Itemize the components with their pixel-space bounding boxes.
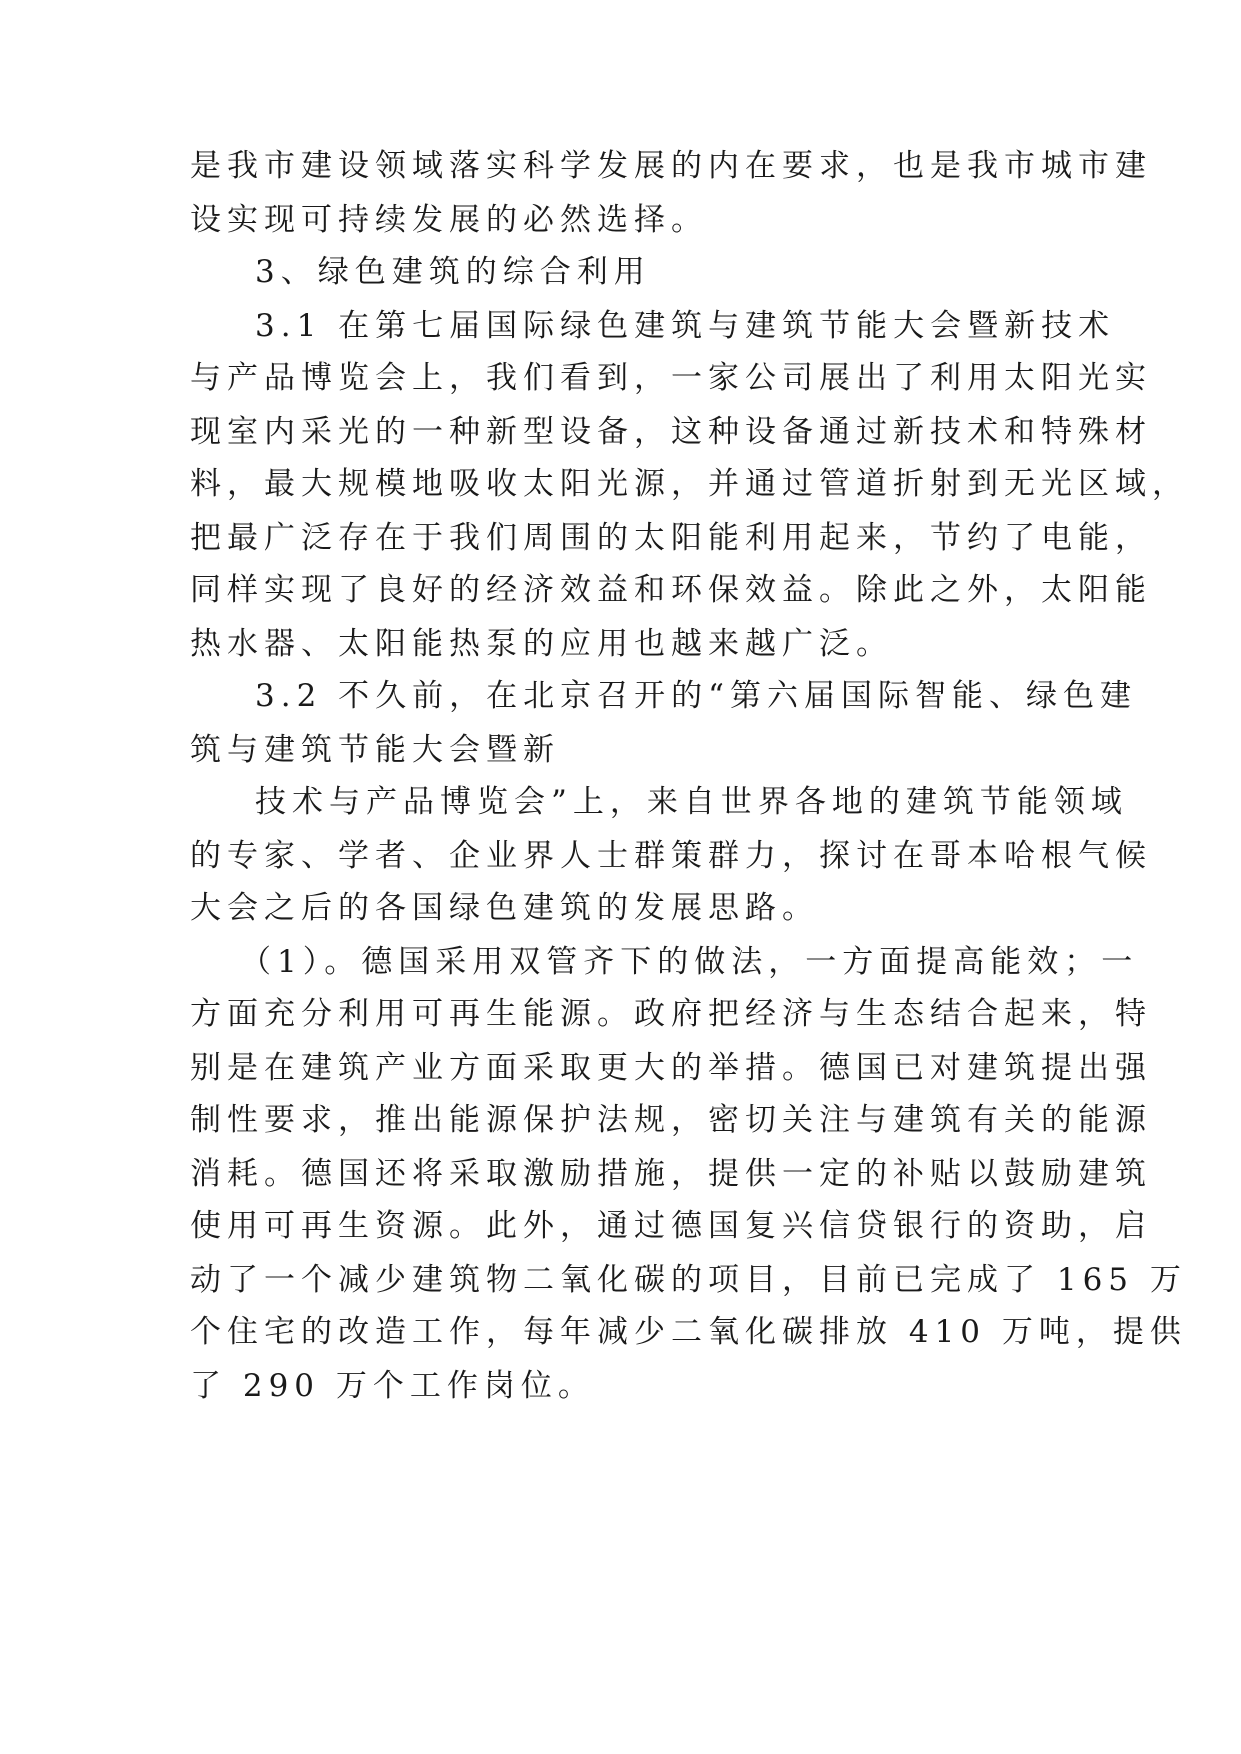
text-line: 使用可再生资源。此外，通过德国复兴信贷银行的资助，启 [190,1208,1152,1244]
text-line: 热水器、太阳能热泵的应用也越来越广泛。 [190,626,893,662]
section-heading: 3、绿色建筑的综合利用 [255,254,651,290]
text-line: 方面充分利用可再生能源。政府把经济与生态结合起来，特 [190,996,1152,1032]
text-line: 设实现可持续发展的必然选择。 [190,202,708,238]
text-line: 3.1 在第七届国际绿色建筑与建筑节能大会暨新技术 [255,308,1116,344]
text-line: 消耗。德国还将采取激励措施，提供一定的补贴以鼓励建筑 [190,1156,1152,1192]
text-line: 筑与建筑节能大会暨新 [190,732,560,768]
text-line: 大会之后的各国绿色建筑的发展思路。 [190,890,819,926]
text-line: 了 290 万个工作岗位。 [190,1368,595,1404]
text-line: 3.2 不久前，在北京召开的“第六届国际智能、绿色建 [255,678,1138,714]
text-line: 的专家、学者、企业界人士群策群力，探讨在哥本哈根气候 [190,838,1152,874]
text-line: 把最广泛存在于我们周围的太阳能利用起来，节约了电能， [190,520,1152,556]
text-line: 同样实现了良好的经济效益和环保效益。除此之外，太阳能 [190,572,1152,608]
text-line: 动了一个减少建筑物二氧化碳的项目，目前已完成了 165 万 [190,1262,1187,1298]
text-line: 与产品博览会上，我们看到，一家公司展出了利用太阳光实 [190,360,1152,396]
text-line: 是我市建设领域落实科学发展的内在要求，也是我市城市建 [190,148,1152,184]
text-line: 技术与产品博览会”上，来自世界各地的建筑节能领域 [255,784,1128,820]
text-line: 现室内采光的一种新型设备，这种设备通过新技术和特殊材 [190,414,1152,450]
text-line: 个住宅的改造工作，每年减少二氧化碳排放 410 万吨，提供 [190,1314,1187,1350]
text-line: 别是在建筑产业方面采取更大的举措。德国已对建筑提出强 [190,1050,1152,1086]
text-line: 制性要求，推出能源保护法规，密切关注与建筑有关的能源 [190,1102,1152,1138]
text-line: 料，最大规模地吸收太阳光源，并通过管道折射到无光区域， [190,466,1189,502]
text-line: （1）。德国采用双管齐下的做法，一方面提高能效；一 [240,944,1139,980]
